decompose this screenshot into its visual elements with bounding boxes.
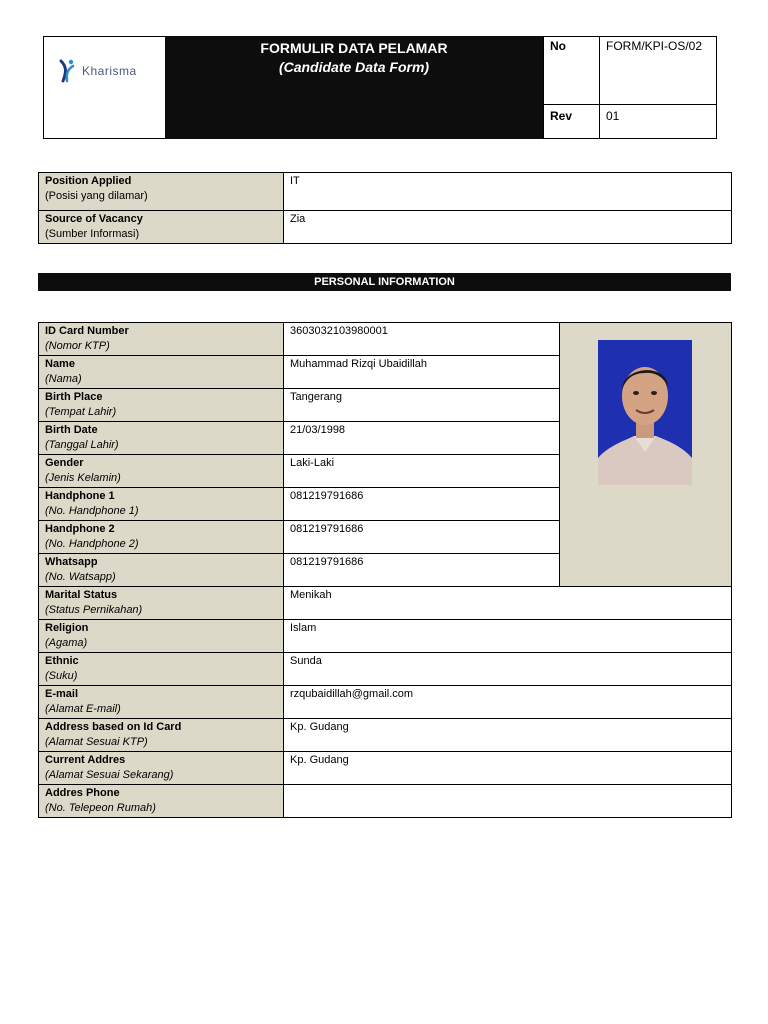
field-value <box>284 785 732 818</box>
table-row <box>39 752 732 785</box>
field-label-en: Birth Place <box>45 391 103 403</box>
field-label-en: Birth Date <box>45 424 98 436</box>
field-value: 081219791686 <box>284 554 560 587</box>
field-label <box>39 554 284 587</box>
field-label-en: Handphone 1 <box>45 490 115 502</box>
field-label-en: Address based on Id Card <box>45 721 182 733</box>
field-label-id: (No. Handphone 2) <box>45 538 139 550</box>
field-label-en: Whatsapp <box>45 556 98 568</box>
logo-text: Kharisma <box>82 64 137 78</box>
field-label <box>39 521 284 554</box>
field-label-id: (Nama) <box>45 373 82 385</box>
field-value: 21/03/1998 <box>284 422 560 455</box>
field-label-en: Ethnic <box>45 655 79 667</box>
table-row <box>39 719 732 752</box>
position-applied-value: IT <box>284 173 732 211</box>
field-label-id: (Alamat Sesuai KTP) <box>45 736 148 748</box>
field-label <box>39 752 284 785</box>
form-title: FORMULIR DATA PELAMAR <box>260 40 448 56</box>
form-subtitle: (Candidate Data Form) <box>278 59 430 75</box>
table-row <box>39 323 732 356</box>
field-label-id: (No. Telepeon Rumah) <box>45 802 156 814</box>
field-label <box>39 488 284 521</box>
field-label-id: (Alamat Sesuai Sekarang) <box>45 769 174 781</box>
field-label <box>39 620 284 653</box>
field-label-id: (No. Handphone 1) <box>45 505 139 517</box>
rev-value: 01 <box>599 104 717 139</box>
field-label-en: Current Addres <box>45 754 126 766</box>
field-label <box>39 686 284 719</box>
section-title-personal: PERSONAL INFORMATION <box>38 273 731 291</box>
field-label <box>39 587 284 620</box>
field-value: Islam <box>284 620 732 653</box>
field-label-id: (Status Pernikahan) <box>45 604 143 616</box>
field-value: 081219791686 <box>284 488 560 521</box>
kharisma-logo-icon <box>58 59 78 83</box>
field-value: Tangerang <box>284 389 560 422</box>
table-row <box>39 620 732 653</box>
field-label-en: Marital Status <box>45 589 118 601</box>
field-label <box>39 173 284 211</box>
field-label-id: (Jenis Kelamin) <box>45 472 121 484</box>
table-row <box>39 653 732 686</box>
company-logo-cell <box>43 36 166 139</box>
field-label-id: (Tempat Lahir) <box>45 406 117 418</box>
field-label-id: (Alamat E-mail) <box>45 703 121 715</box>
field-value: Kp. Gudang <box>284 752 732 785</box>
field-value: Laki-Laki <box>284 455 560 488</box>
field-label <box>39 653 284 686</box>
field-label <box>39 356 284 389</box>
table-row <box>39 686 732 719</box>
personal-info-table <box>38 322 732 818</box>
field-label <box>39 323 284 356</box>
form-title-block <box>165 36 543 139</box>
field-label-en: Addres Phone <box>45 787 120 799</box>
field-label-en: ID Card Number <box>45 325 129 337</box>
table-row <box>39 173 732 211</box>
field-label-en: Gender <box>45 457 84 469</box>
field-label-en: Religion <box>45 622 89 634</box>
field-value: Menikah <box>284 587 732 620</box>
field-label-id: (No. Watsapp) <box>45 571 116 583</box>
company-logo <box>58 59 137 83</box>
field-label-en: E-mail <box>45 688 79 700</box>
photo-cell <box>560 323 732 587</box>
field-value: Sunda <box>284 653 732 686</box>
rev-label: Rev <box>543 104 600 139</box>
field-label-id: (Nomor KTP) <box>45 340 110 352</box>
field-label-id: (Tanggal Lahir) <box>45 439 119 451</box>
field-label <box>39 389 284 422</box>
field-label <box>39 211 284 244</box>
application-table <box>38 172 732 244</box>
field-label-id: (Suku) <box>45 670 78 682</box>
field-value: Muhammad Rizqi Ubaidillah <box>284 356 560 389</box>
field-label-en: Name <box>45 358 75 370</box>
no-label: No <box>543 36 600 105</box>
table-row <box>39 587 732 620</box>
source-of-vacancy-value: Zia <box>284 211 732 244</box>
field-label-en: Position Applied <box>45 175 132 187</box>
candidate-photo <box>598 340 692 485</box>
field-value: 081219791686 <box>284 521 560 554</box>
field-label <box>39 719 284 752</box>
field-label-en: Handphone 2 <box>45 523 115 535</box>
field-label-id: (Agama) <box>45 637 88 649</box>
table-row <box>39 785 732 818</box>
field-label-id: (Sumber Informasi) <box>45 228 140 240</box>
no-value: FORM/KPI-OS/02 <box>599 36 717 105</box>
field-value: Kp. Gudang <box>284 719 732 752</box>
field-label <box>39 785 284 818</box>
table-row <box>39 211 732 244</box>
field-value: 3603032103980001 <box>284 323 560 356</box>
field-value: rzqubaidillah@gmail.com <box>284 686 732 719</box>
field-label <box>39 455 284 488</box>
field-label-id: (Posisi yang dilamar) <box>45 190 148 202</box>
field-label-en: Source of Vacancy <box>45 213 143 225</box>
field-label <box>39 422 284 455</box>
